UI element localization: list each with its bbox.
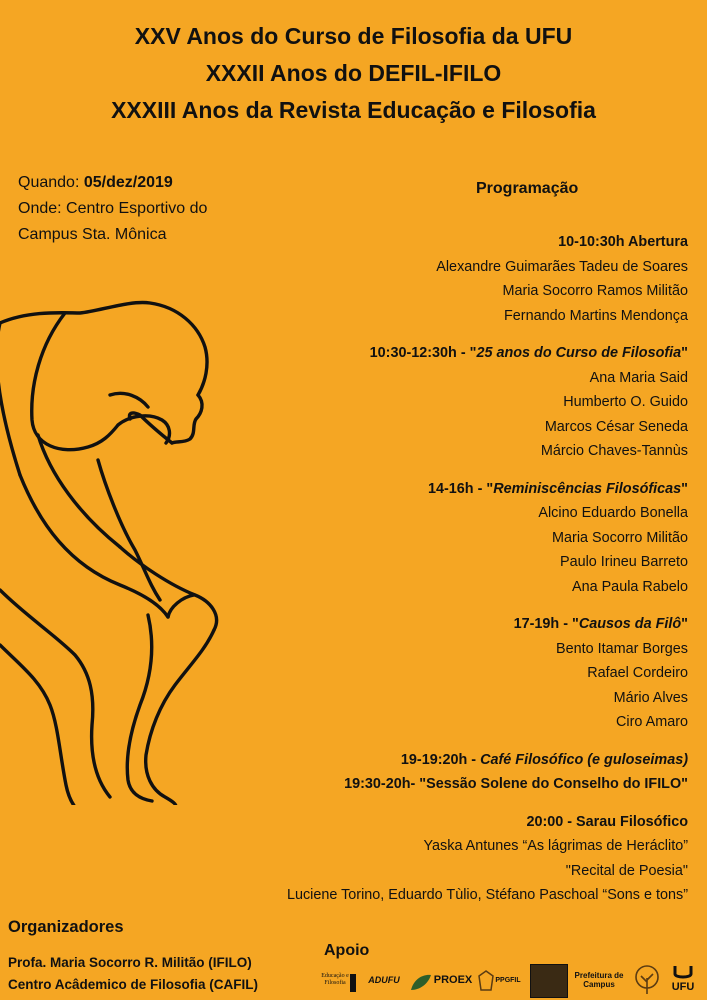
program-block-causos [168,612,688,735]
block-theme: Reminiscências Filosóficas [493,480,682,497]
block-heading [168,612,688,637]
performance-line: Luciene Torino, Eduardo Tùlio, Stéfano Paschoal “Sons e tons” [286,887,688,903]
speaker-name: Fernando Martins Mendonça [504,307,688,324]
revista-mark-icon [350,974,356,992]
speaker-name: Alcino Eduardo Bonella [538,505,688,521]
speaker-name: Rafael Cordeiro [587,665,688,681]
program-heading: Programação [476,180,579,197]
block-heading: 10-10:30h Abertura [558,234,688,250]
speaker-name: Bento Itamar Borges [556,640,688,657]
block-time: 10:30-12:30h - " [369,345,477,361]
program-block-opening [168,230,688,328]
speaker-name: Marcos César Seneda [544,418,688,435]
block-heading: 20:00 - Sarau Filosófico [526,813,688,830]
organizer-line: Profa. Maria Socorro R. Militão (IFILO) [8,955,252,970]
block-heading [168,477,688,502]
program-block-cafe [168,748,688,797]
speaker-name: Márcio Chaves-Tannùs [540,443,688,459]
where-line-2: Campus Sta. Mônica [18,226,167,243]
support-title: Apoio [324,942,370,959]
block-quote-close: " [681,616,688,632]
organizers-title: Organizadores [8,918,124,936]
block-theme: Causos da Filô [578,616,682,632]
speaker-name: Humberto O. Guido [563,394,688,410]
speaker-name: Maria Socorro Militão [552,529,688,546]
block-heading [168,341,688,366]
performance-line: Yaska Antunes “As lágrimas de Heráclito” [423,838,688,854]
logo-ufu: UFU [671,981,695,993]
where-line-1: Onde: Centro Esportivo do [18,200,208,217]
block-theme: 25 anos do Curso de Filosofia [476,345,682,361]
support-logos [318,964,707,996]
speaker-name: Mário Alves [613,689,688,706]
title-line-1: XXV Anos do Curso de Filosofia da UFU [134,23,573,49]
logo-ppgfil: PPGFIL [495,976,521,984]
program-block-reminiscencias [168,477,688,600]
block-heading [168,748,688,773]
speaker-name: Paulo Irineu Barreto [560,554,688,570]
title-line-2: XXXII Anos do DEFIL-IFILO [205,60,502,86]
session-line: 19:30-20h- "Sessão Solene do Conselho do IFILO" [344,776,688,792]
logo-proex: PROEX [433,974,473,986]
tree-emblem-icon [632,964,662,996]
speaker-name: Ana Maria Said [589,369,688,386]
logo-revista: Educação e Filosofia [321,973,349,986]
block-theme: Café Filosófico (e guloseimas) [480,751,688,768]
title-line-3: XXXIII Anos da Revista Educação e Filosofia [111,97,596,123]
block-quote-close: " [681,345,688,361]
organizer-line: Centro Acâdemico de Filosofia (CAFIL) [8,977,259,992]
proex-leaf-icon [410,972,432,992]
speaker-name: Maria Socorro Ramos Militão [502,283,688,299]
owl-emblem-icon [530,964,568,998]
logo-prefeitura: Prefeitura de Campus [574,971,624,989]
block-quote-close: " [681,480,688,497]
program-block-25-anos [168,341,688,464]
block-time: 17-19h - " [513,616,579,632]
speaker-name: Ciro Amaro [616,714,688,730]
block-time: 19-19:20h - [400,751,481,768]
organizers-list [8,952,258,996]
program-block-sarau [168,810,688,908]
when-date: 05/dez/2019 [83,174,173,191]
speaker-name: Alexandre Guimarães Tadeu de Soares [436,258,688,275]
when-label: Quando: [18,174,84,191]
program-schedule [168,230,688,921]
performance-line: "Recital de Poesia" [565,862,688,879]
event-title [0,18,707,129]
speaker-name: Ana Paula Rabelo [571,578,688,595]
block-time: 14-16h - " [427,480,494,497]
logo-adufu: ADUFU [368,975,400,985]
when-line [18,170,207,196]
